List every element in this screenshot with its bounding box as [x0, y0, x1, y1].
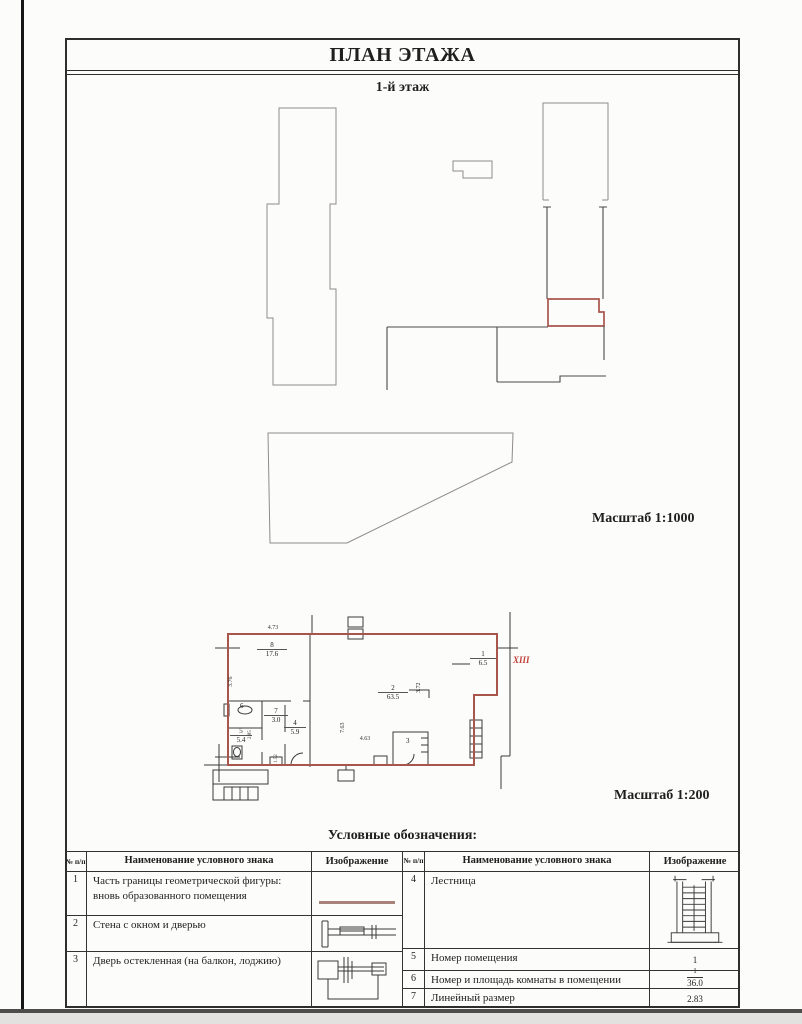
legend-row-1-name: Часть границы геометрической фигуры: вновь образованного помещения [87, 872, 312, 915]
legend-row-3-name: Дверь остекленная (на балкон, лоджию) [87, 952, 312, 1008]
dim-right: 3.72 [416, 682, 422, 693]
legend-row-5-num: 5 [403, 949, 425, 970]
legend-header-name-2: Наименование условного знака [425, 852, 650, 871]
room-1-label [470, 650, 496, 667]
lower-building-outline [268, 433, 513, 543]
room-8-label [257, 641, 287, 658]
right-building-top-outline [543, 103, 608, 200]
unit-number-label: XIII [513, 655, 530, 665]
wc-bowl [234, 748, 241, 757]
left-building-outline [267, 108, 336, 385]
glazed-door-symbol [314, 955, 400, 1005]
stairs-symbol [662, 872, 728, 948]
room-3-number: 3 [406, 737, 410, 745]
legend-row-6-name: Номер и площадь комнаты в помещении [425, 971, 650, 988]
legend-row-4-num: 4 [403, 872, 425, 948]
legend-row-5-name: Номер помещения [425, 949, 650, 970]
room-area-fraction-number: 1 [693, 966, 697, 975]
page-bottom-margin [0, 1013, 802, 1024]
room3-side-fixture [374, 756, 387, 765]
legend-row-3-image [312, 952, 402, 1008]
room-2-number: 2 [391, 684, 395, 692]
legend-row-1-image [312, 872, 402, 915]
dim-mid-vertical: 7.63 [340, 722, 346, 733]
legend-row-room-area [403, 966, 740, 989]
legend-row-6-image [650, 966, 740, 988]
room-1-area: 6.5 [470, 658, 496, 667]
legend-row-stairs [403, 872, 740, 949]
room-2-label [378, 684, 408, 701]
legend-row-7-num: 7 [403, 989, 425, 1008]
room-8-number: 8 [270, 641, 274, 649]
small-building-outline [453, 161, 492, 178]
porch-steps [224, 787, 258, 800]
vent-shaft-upper [348, 617, 363, 627]
room-area-fraction-area: 36.0 [687, 977, 703, 988]
room-area-fraction-symbol [687, 966, 703, 991]
legend-row-2-image [312, 916, 402, 951]
highlighted-unit-outline [548, 299, 604, 326]
room-6-number: 6 [240, 702, 244, 710]
legend-row-wall [65, 916, 402, 952]
legend-row-7-name: Линейный размер [425, 989, 650, 1008]
legend-row-2-num: 2 [65, 916, 87, 951]
legend-right-half [402, 852, 740, 1008]
legend-left-half [65, 852, 402, 1008]
legend-row-4-name: Лестница [425, 872, 650, 948]
legend-header-image: Изображение [325, 856, 389, 867]
floor-subtitle: 1-й этаж [375, 80, 430, 95]
page-title: ПЛАН ЭТАЖА [67, 40, 738, 71]
legend-right-header-row [403, 852, 740, 872]
room-4-number: 4 [293, 719, 297, 727]
legend-row-6-num: 6 [403, 971, 425, 988]
room-5-number: 5 [239, 727, 243, 735]
site-plan-scale-label: Масштаб 1:1000 [592, 511, 695, 526]
dim-mid-horizontal: 4.63 [359, 736, 371, 742]
legend-row-1-num: 1 [65, 872, 87, 915]
stair-treads [470, 728, 482, 752]
room-1-number: 1 [481, 650, 485, 658]
door-swing-arc-room3 [403, 754, 414, 765]
linear-dimension-symbol: 2.83 [687, 993, 703, 1004]
legend-row-3-num: 3 [65, 952, 87, 1008]
right-building-lower-walls [387, 326, 606, 390]
new-boundary-line-symbol [319, 901, 395, 904]
right-building-walls [543, 207, 607, 299]
room-2-area: 63.5 [378, 692, 408, 701]
legend-row-4-image [650, 872, 740, 948]
legend-heading: Условные обозначения: [327, 828, 478, 843]
dimension-ticks [204, 648, 240, 782]
legend-row-7-image [650, 989, 740, 1008]
legend-header-name: Наименование условного знака [87, 852, 312, 871]
room-number-symbol: 1 [692, 954, 698, 965]
room-4-area: 5.9 [284, 727, 306, 736]
room-5-area: 5.4 [230, 735, 252, 744]
floor-plan-drawing [200, 605, 545, 815]
dim-small-2: 1.52 [274, 754, 279, 763]
legend-row-glazed-door [65, 952, 402, 1008]
room-7-area: 3.0 [264, 715, 288, 724]
legend-row-boundary [65, 872, 402, 916]
legend-left-header-row [65, 852, 402, 872]
room-8-area: 17.6 [257, 649, 287, 658]
legend-header-num: № п/п [65, 852, 87, 871]
room-7-number: 7 [274, 707, 278, 715]
room3-enclosure [393, 732, 428, 765]
legend-table [65, 851, 740, 1008]
legend-row-linear-dim [403, 989, 740, 1008]
wall-window-door-symbol [314, 917, 400, 951]
title-divider [67, 71, 738, 75]
adjacent-wall-line [497, 612, 518, 789]
page-left-edge-rule [21, 0, 24, 1012]
door-swing-arc-left [291, 753, 303, 765]
room-4-label [284, 719, 306, 736]
dim-small-1: 2.85 [248, 730, 253, 739]
site-plan-drawing [250, 95, 650, 555]
legend-header-image-2: Изображение [663, 855, 727, 867]
legend-row-2-name: Стена с окном и дверью [87, 916, 312, 951]
exterior-marker [338, 770, 354, 781]
legend-header-num-2: № п/п [403, 852, 425, 871]
floor-plan-scale-label: Масштаб 1:200 [614, 788, 710, 803]
room3-shelf-marks [421, 738, 428, 752]
porch-step-hatch [232, 787, 248, 800]
floor-plan-1-200 [200, 605, 545, 815]
dim-left: 3.76 [228, 676, 234, 687]
dim-top: 4.73 [267, 625, 279, 631]
